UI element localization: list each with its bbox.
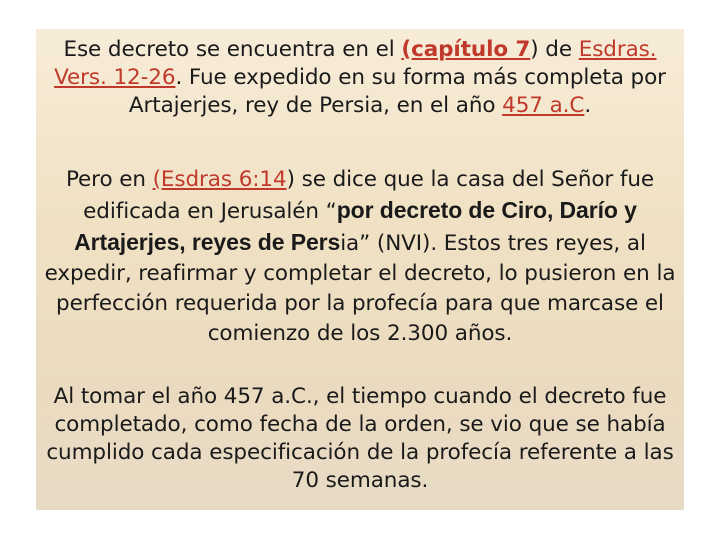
p1-text-2: ) de <box>530 37 579 62</box>
p1-text-3: . Fue expedido en su forma más completa por Artajerjes, rey de Persia, en el año <box>128 65 666 118</box>
paragraph-seventy-weeks <box>44 383 676 495</box>
chapter-reference-link[interactable]: (capítulo 7 <box>401 37 531 62</box>
p1-text-1: Ese decreto se encuentra en el <box>63 37 402 62</box>
p1-text-4: . <box>584 93 592 118</box>
text-panel <box>36 29 684 510</box>
p2-text-1: Pero en <box>65 167 153 192</box>
bold-quote: por decreto de Ciro, Darío y Artajerjes, reyes de Pers <box>74 197 637 255</box>
p2-text-2: ) se dice que la casa del Señor fue edificada en Jerusalén “ <box>83 167 655 224</box>
esdras-verses-reference-link[interactable]: Esdras. Vers. 12-26 <box>54 37 657 90</box>
p3-text: Al tomar el año 457 a.C., el tiempo cuando el decreto fue completado, como fecha de la orden, se vio que se había cumplido cada especificación de la profecía referente a las 70 semanas. <box>46 384 674 493</box>
paragraph-decree <box>44 36 676 120</box>
paragraph-three-kings <box>44 165 676 349</box>
p2-text-3: ia” (NVI). Estos tres reyes, al expedir, reafirmar y completar el decreto, lo pusieron en la perfección requerida por la profecía para que marcase el comienzo de los 2.300 años. <box>44 231 676 346</box>
year-reference-link[interactable]: 457 a.C <box>502 93 585 118</box>
esdras-6-14-reference-link[interactable]: (Esdras 6:14 <box>152 167 287 192</box>
